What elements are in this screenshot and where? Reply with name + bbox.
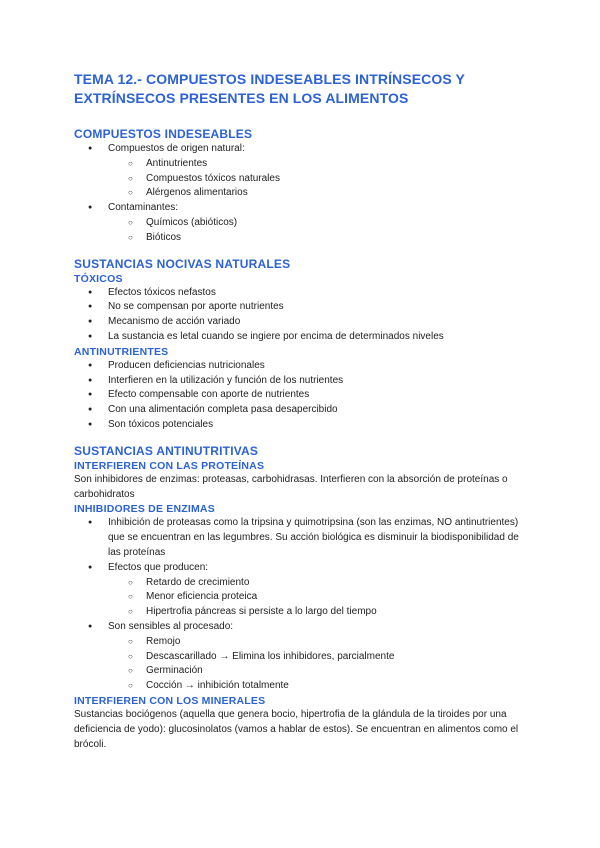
list-item <box>74 142 534 157</box>
compuestos-origen-natural-sublist <box>74 157 534 201</box>
list-item: ● Efectos que producen: <box>74 561 534 576</box>
contaminantes-sublist <box>74 216 534 246</box>
antinutrientes-list <box>74 359 534 433</box>
list-item: ○ Cocción → inhibición totalmente <box>74 679 534 694</box>
list-item: ● Efectos tóxicos nefastos <box>74 286 534 301</box>
list-item: ○ Bióticos <box>74 231 534 246</box>
list-item: ● Contaminantes: <box>74 201 534 216</box>
minerales-paragraph: Sustancias bociógenos (aquella que genera bocio, hipertrofia de la glándula de la tiroides por una deficiencia de yodo): glucosinolatos (vamos a hablar de estos). Se encuentran en alimentos como el brócoli. <box>74 708 519 750</box>
list-item: ● Producen deficiencias nutricionales <box>74 359 534 374</box>
efectos-sublist <box>74 576 534 620</box>
proteinas-paragraph: Son inhibidores de enzimas: proteasas, carbohidrasas. Interfieren con la absorción de proteínas o carbohidratos <box>74 473 508 500</box>
heading-compuestos-indeseables: COMPUESTOS INDESEABLES <box>74 127 253 141</box>
list-item: ● Son tóxicos potenciales <box>74 418 534 433</box>
heading-toxicos: TÓXICOS <box>74 272 123 285</box>
inhibidores-list <box>74 516 534 575</box>
list-item: ○ Alérgenos alimentarios <box>74 186 534 201</box>
toxicos-list <box>74 286 534 345</box>
compuestos-list-2 <box>74 201 534 216</box>
list-item: ○ Químicos (abióticos) <box>74 216 534 231</box>
list-item: ● Con una alimentación completa pasa desapercibido <box>74 403 534 418</box>
list-item: ○ Germinación <box>74 664 534 679</box>
list-item-text: Compuestos de origen natural: <box>108 143 245 154</box>
list-item: ○ Descascarillado → Elimina los inhibidores, parcialmente <box>74 650 534 665</box>
list-item: ○ Remojo <box>74 635 534 650</box>
heading-interfieren-proteinas: INTERFIEREN CON LAS PROTEÍNAS <box>74 459 265 472</box>
list-item: ● Son sensibles al procesado: <box>74 620 534 635</box>
list-item: ● La sustancia es letal cuando se ingiere por encima de determinados niveles <box>74 330 534 345</box>
heading-antinutrientes: ANTINUTRIENTES <box>74 345 169 358</box>
list-item: ● Mecanismo de acción variado <box>74 315 534 330</box>
list-item: ● Inhibición de proteasas como la tripsina y quimotripsina (son las enzimas, NO antinutrientes) que se encuentran en las legumbres. Su acción biológica es disminuir la biodisponibilidad de las proteínas <box>74 516 534 560</box>
list-item: ○ Compuestos tóxicos naturales <box>74 172 534 187</box>
page-title: TEMA 12.- COMPUESTOS INDESEABLES INTRÍNSECOS Y EXTRÍNSECOS PRESENTES EN LOS ALIMENTOS <box>74 71 465 106</box>
list-item: ○ Retardo de crecimiento <box>74 576 534 591</box>
document-page <box>74 70 534 752</box>
heading-sustancias-nocivas: SUSTANCIAS NOCIVAS NATURALES <box>74 256 291 271</box>
list-item: ○ Antinutrientes <box>74 157 534 172</box>
list-item: ○ Hipertrofia páncreas si persiste a lo largo del tiempo <box>74 605 534 620</box>
heading-sustancias-antinutritivas: SUSTANCIAS ANTINUTRITIVAS <box>74 443 259 458</box>
compuestos-list <box>74 142 534 157</box>
list-item: ● No se compensan por aporte nutrientes <box>74 300 534 315</box>
inhibidores-list-2 <box>74 620 534 635</box>
list-item: ● Efecto compensable con aporte de nutrientes <box>74 388 534 403</box>
heading-interfieren-minerales: INTERFIEREN CON LOS MINERALES <box>74 694 266 707</box>
procesado-sublist <box>74 635 534 694</box>
list-item: ○ Menor eficiencia proteica <box>74 590 534 605</box>
heading-inhibidores-enzimas: INHIBIDORES DE ENZIMAS <box>74 503 215 516</box>
list-item: ● Interfieren en la utilización y función de los nutrientes <box>74 374 534 389</box>
